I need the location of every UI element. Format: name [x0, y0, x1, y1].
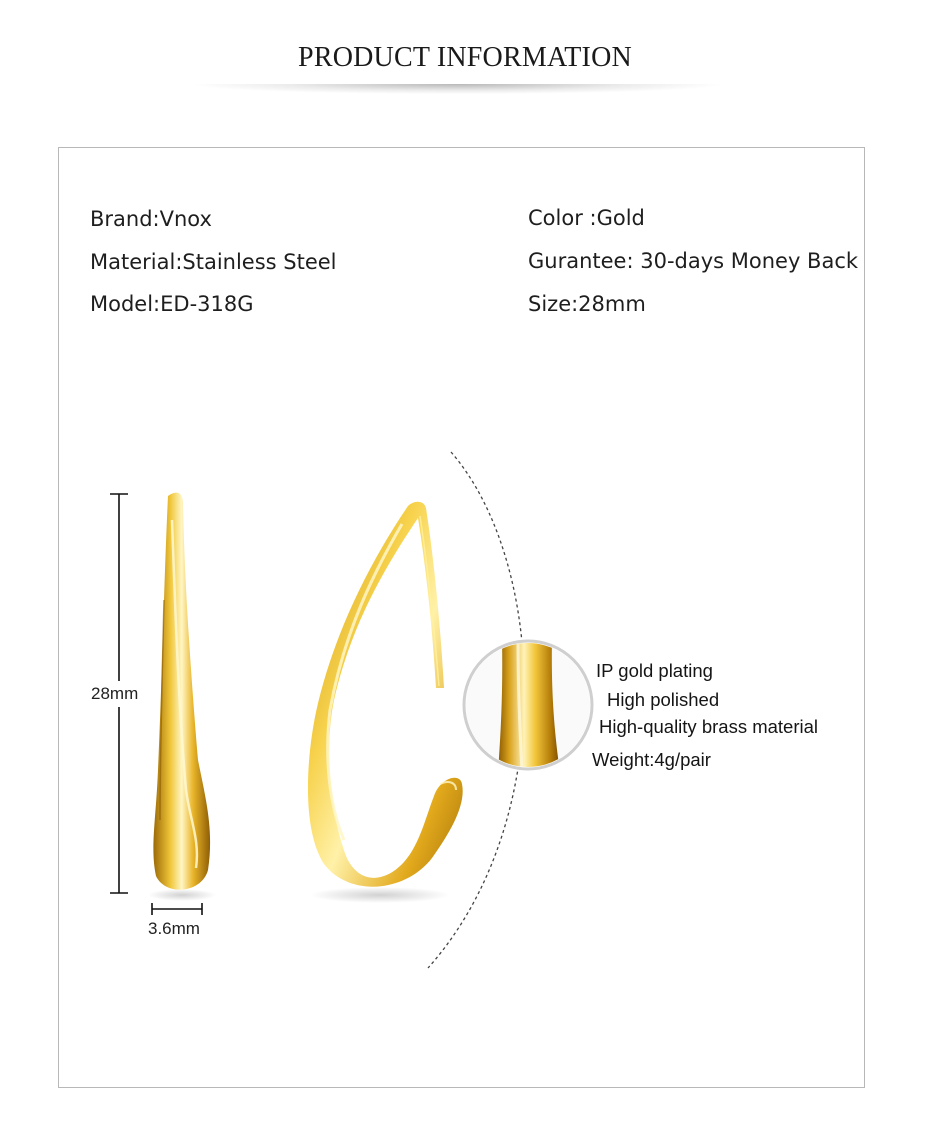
spec-color: Color :Gold	[528, 206, 645, 230]
spec-model: Model:ED-318G	[90, 292, 254, 316]
feature-polish: High polished	[607, 689, 720, 710]
width-dimension-label: 3.6mm	[148, 919, 200, 938]
spec-guarantee: Gurantee: 30-days Money Back	[528, 249, 859, 273]
spec-material: Material:Stainless Steel	[90, 250, 337, 274]
earring-front-view-icon	[308, 502, 463, 903]
page-title: PRODUCT INFORMATION	[298, 42, 632, 73]
width-dimension-line	[152, 903, 202, 915]
feature-material: High-quality brass material	[599, 716, 819, 737]
feature-plating: IP gold plating	[596, 660, 713, 681]
feature-weight: Weight:4g/pair	[592, 749, 711, 770]
spec-size: Size:28mm	[528, 292, 646, 316]
magnified-detail-icon	[460, 638, 600, 772]
height-dimension-label: 28mm	[91, 684, 139, 703]
earring-side-view-icon	[148, 493, 216, 901]
spec-brand: Brand:Vnox	[90, 207, 212, 231]
